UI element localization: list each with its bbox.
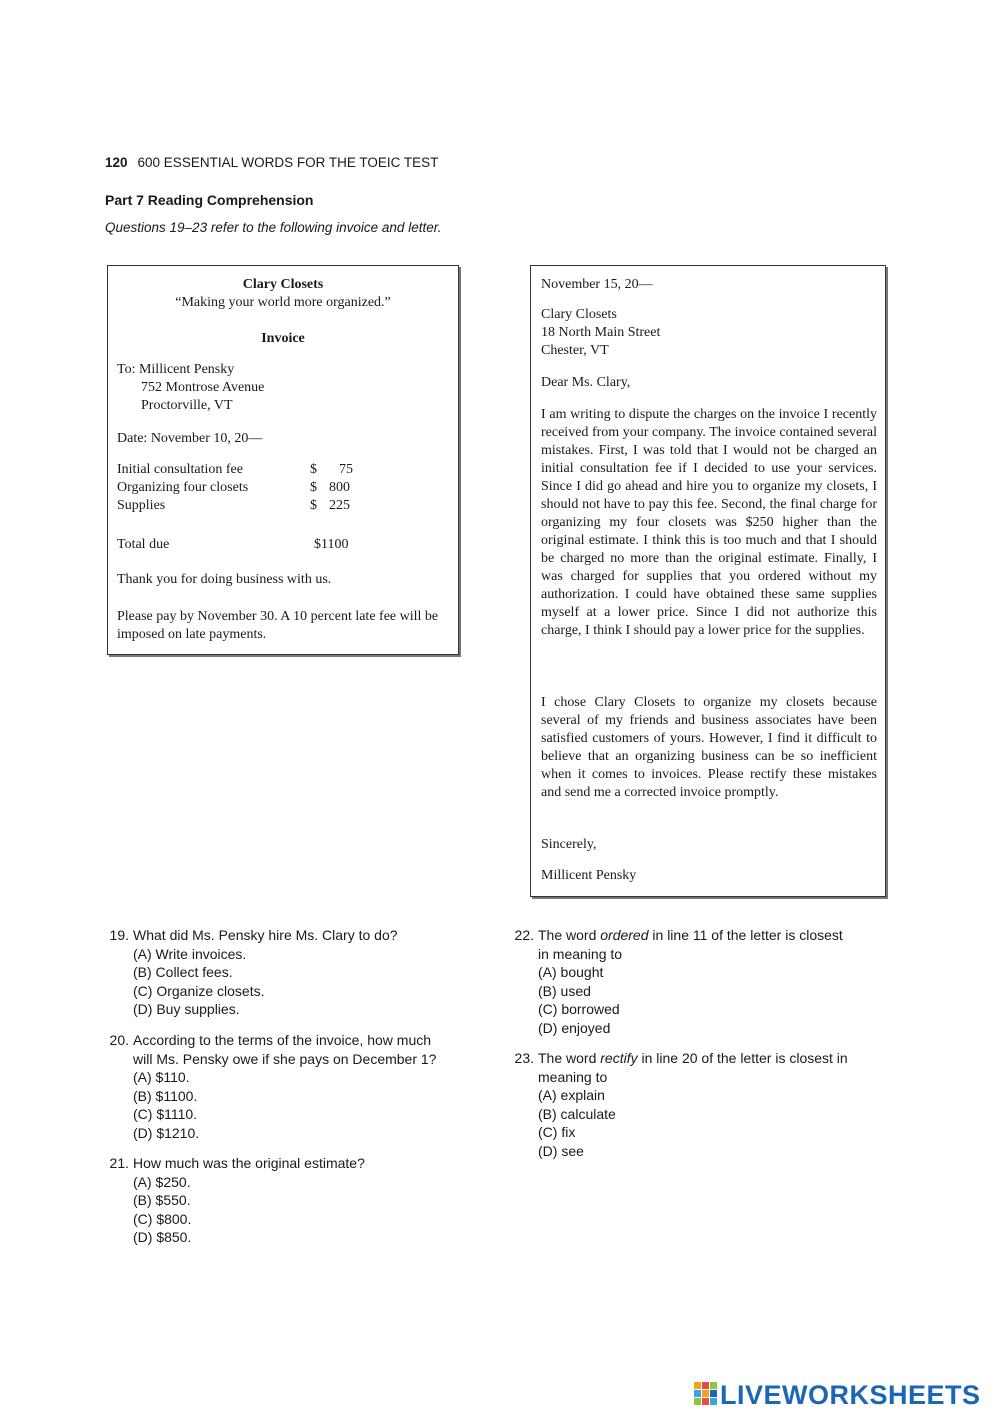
answer-option[interactable]: (D) see	[538, 1142, 584, 1159]
answer-options	[133, 1173, 191, 1247]
answer-option[interactable]: (B) used	[538, 982, 591, 999]
letter-recipient-line: Chester, VT	[541, 343, 609, 358]
section-title: Part 7 Reading Comprehension	[105, 192, 314, 208]
letter-recipient-line: 18 North Main Street	[541, 325, 661, 340]
invoice-item-row	[117, 479, 417, 497]
page-header	[105, 155, 438, 170]
invoice-date: Date: November 10, 20—	[117, 431, 263, 446]
letter-paragraph: I chose Clary Closets to organize my closets because several of my friends and business associates have been satisfied customers of yours. However, I find it difficult to believe that an organizing business can be so inefficient when it comes to invoices. Please rectify these mistakes and send me a corrected invoice promptly.	[541, 695, 877, 800]
answer-option[interactable]: (C) fix	[538, 1124, 576, 1140]
question-number: 21.	[109, 1155, 129, 1171]
question-number: 22.	[514, 927, 534, 943]
question-23	[510, 1049, 900, 1164]
invoice-item-row	[117, 461, 417, 479]
letter-paragraph: I am writing to dispute the charges on the invoice I recently received from your company. The invoice contained several mistakes. First, I was told that I would not be charged an initial consultation fee if I decided to use your services. Since I did go ahead and hire you to organize my closets, I should not have to pay this fee. Second, the final charge for organizing my four closets was $250 higher than the original estimate. I think this is too much and that I should be charged no more than the original estimate. Finally, I was charged for supplies that you ordered without my authorization. I could have obtained these same supplies myself at a lower price. Since I did not authorize this charge, I think I should pay a lower price for the supplies.	[541, 407, 877, 638]
invoice-item-label: Organizing four closets	[117, 480, 249, 495]
question-19	[105, 926, 485, 1021]
answer-option[interactable]: (B) calculate	[538, 1105, 616, 1122]
invoice-payment-note: Please pay by November 30. A 10 percent late fee will be imposed on late payments.	[117, 609, 439, 642]
question-text: According to the terms of the invoice, how much	[133, 1032, 432, 1048]
question-keyword: ordered	[600, 927, 649, 943]
invoice-item-currency: $	[310, 498, 317, 513]
question-text: meaning to	[538, 1068, 608, 1085]
answer-option[interactable]: (B) $1100.	[133, 1087, 198, 1104]
invoice-company: Clary Closets	[242, 277, 324, 292]
invoice-item-amount: 800	[329, 480, 350, 495]
invoice-thanks: Thank you for doing business with us.	[117, 572, 332, 587]
invoice-item-amount: 225	[329, 498, 350, 513]
letter-recipient-line: Clary Closets	[541, 307, 617, 322]
question-number: 20.	[109, 1032, 129, 1048]
book-title: 600 ESSENTIAL WORDS FOR THE TOEIC TEST	[137, 155, 439, 170]
question-21	[105, 1154, 485, 1249]
invoice-total-label: Total due	[117, 537, 170, 552]
letter-closing: Sincerely,	[541, 837, 597, 852]
answer-options	[133, 945, 264, 1019]
answer-option[interactable]: (B) $550.	[133, 1192, 191, 1208]
question-number: 23.	[514, 1050, 534, 1066]
liveworksheets-logo	[694, 1378, 994, 1412]
answer-options	[538, 963, 620, 1037]
invoice-item-currency: $	[310, 462, 317, 477]
question-text: in meaning to	[538, 945, 623, 962]
invoice-total-amount: $1100	[314, 537, 349, 552]
question-text: What did Ms. Pensky hire Ms. Clary to do?	[133, 927, 398, 943]
logo-text: LIVEWORKSHEETS	[720, 1380, 981, 1410]
invoice-item-row	[117, 497, 417, 515]
answer-option[interactable]: (C) $800.	[133, 1210, 192, 1227]
question-text: How much was the original estimate?	[133, 1155, 365, 1171]
page-number: 120	[105, 155, 128, 170]
letter-box	[530, 265, 886, 897]
invoice-item-label: Initial consultation fee	[117, 462, 243, 477]
answer-option[interactable]: (A) $250.	[133, 1173, 191, 1190]
invoice-title: Invoice	[261, 331, 305, 346]
answer-option[interactable]: (C) $1110.	[133, 1106, 198, 1122]
invoice-item-currency: $	[310, 480, 317, 495]
letter-date: November 15, 20—	[541, 277, 653, 292]
invoice-item-amount: 75	[339, 462, 353, 477]
answer-option[interactable]: (A) Write invoices.	[133, 945, 247, 962]
letter-signature: Millicent Pensky	[541, 868, 637, 883]
answer-options	[133, 1068, 199, 1142]
answer-option[interactable]: (C) borrowed	[538, 1001, 620, 1017]
answer-option[interactable]: (D) Buy supplies.	[133, 1001, 240, 1017]
answer-option[interactable]: (A) explain	[538, 1087, 605, 1103]
invoice-slogan: “Making your world more organized.”	[175, 295, 391, 310]
question-text: will Ms. Pensky owe if she pays on December 1?	[133, 1050, 437, 1067]
answer-option[interactable]: (A) $110.	[133, 1069, 190, 1085]
answer-option[interactable]: (D) $1210.	[133, 1124, 200, 1141]
answer-option[interactable]: (A) bought	[538, 964, 604, 980]
logo-icon	[694, 1382, 718, 1412]
invoice-total-row	[117, 536, 417, 554]
answer-option[interactable]: (D) enjoyed	[538, 1019, 611, 1036]
invoice-box	[107, 265, 459, 655]
question-keyword: rectify	[600, 1050, 638, 1066]
answer-option[interactable]: (C) Organize closets.	[133, 982, 265, 999]
invoice-address-line: Proctorville, VT	[141, 398, 233, 413]
invoice-item-label: Supplies	[117, 498, 166, 513]
answer-option[interactable]: (B) Collect fees.	[133, 964, 233, 980]
question-20	[105, 1031, 485, 1146]
answer-options	[538, 1086, 616, 1160]
invoice-to: To: Millicent Pensky	[117, 362, 235, 377]
letter-salutation: Dear Ms. Clary,	[541, 375, 631, 390]
question-text: The word rectify in line 20 of the letter is closest in	[538, 1050, 848, 1066]
question-text: The word ordered in line 11 of the letter is closest	[538, 927, 843, 943]
question-number: 19.	[109, 927, 129, 943]
invoice-address-line: 752 Montrose Avenue	[141, 380, 265, 395]
answer-option[interactable]: (D) $850.	[133, 1229, 192, 1245]
question-22	[510, 926, 900, 1041]
section-instructions: Questions 19–23 refer to the following invoice and letter.	[105, 220, 442, 235]
